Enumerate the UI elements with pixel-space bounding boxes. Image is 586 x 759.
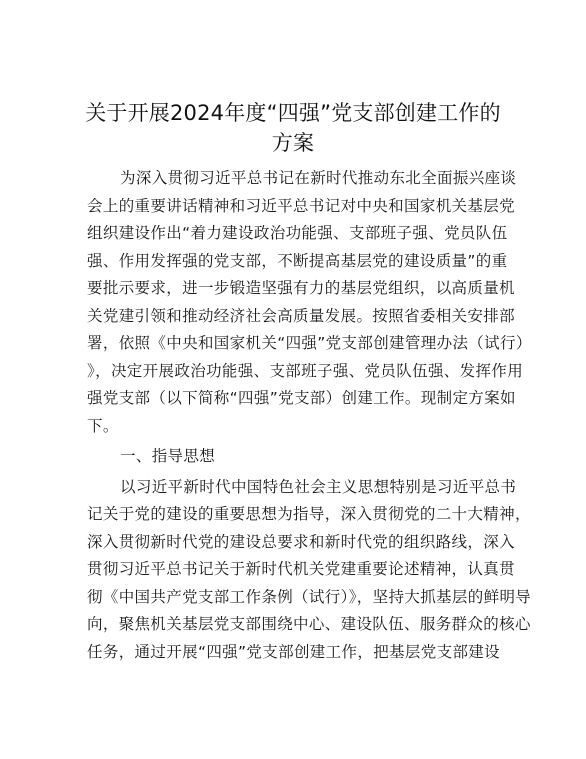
intro-paragraph-line: 署，依照《中央和国家机关“四强”党支部创建管理办法（试行） bbox=[87, 334, 532, 352]
section-paragraph-line: 记关于党的建设的重要思想为指导，深入贯彻党的二十大精神， bbox=[87, 505, 531, 523]
title-line-1: 关于开展2024年度“四强”党支部创建工作的 bbox=[85, 101, 501, 125]
intro-paragraph-line: 强、作用发挥强的党支部，不断提高基层党的建设质量”的重 bbox=[87, 251, 508, 270]
intro-paragraph-line: 下。 bbox=[87, 416, 119, 435]
intro-paragraph-line: 会上的重要讲话精神和习近平总书记对中央和国家机关基层党 bbox=[87, 196, 515, 215]
section-paragraph-line: 向，聚焦机关基层党支部围绕中心、建设队伍、服务群众的核心 bbox=[87, 615, 531, 633]
intro-paragraph-line: 组织建设作出“着力建设政治功能强、支部班子强、党员队伍 bbox=[87, 224, 508, 242]
section-paragraph-line: 贯彻习近平总书记关于新时代机关党建重要论述精神，认真贯 bbox=[87, 560, 515, 578]
section-paragraph-line: 深入贯彻新时代党的建设总要求和新时代党的组织路线，深入 bbox=[87, 532, 515, 551]
intro-paragraph-line: 为深入贯彻习近平总书记在新时代推动东北全面振兴座谈 bbox=[120, 169, 517, 187]
section-heading-guiding-ideology: 一、指导思想 bbox=[120, 447, 216, 465]
intro-paragraph-line: 关党建引领和推动经济社会高质量发展。按照省委相关安排部 bbox=[87, 306, 515, 325]
document-body bbox=[87, 165, 532, 666]
section-paragraph-line: 任务，通过开展“四强”党支部创建工作，把基层党支部建设 bbox=[87, 642, 501, 661]
section-paragraph-line: 以习近平新时代中国特色社会主义思想特别是习近平总书 bbox=[120, 477, 517, 496]
intro-paragraph-line: 要批示要求，进一步锻造坚强有力的基层党组织，以高质量机 bbox=[87, 279, 515, 297]
section-paragraph-line: 彻《中国共产党支部工作条例（试行）》，坚持大抓基层的鲜明导 bbox=[87, 587, 532, 606]
title-line-2: 方案 bbox=[271, 131, 315, 155]
intro-paragraph-line: 强党支部（以下简称“四强”党支部）创建工作。现制定方案如 bbox=[87, 389, 516, 407]
intro-paragraph-line: 》，决定开展政治功能强、支部班子强、党员队伍强、发挥作用 bbox=[87, 361, 524, 380]
document-title bbox=[80, 98, 506, 158]
